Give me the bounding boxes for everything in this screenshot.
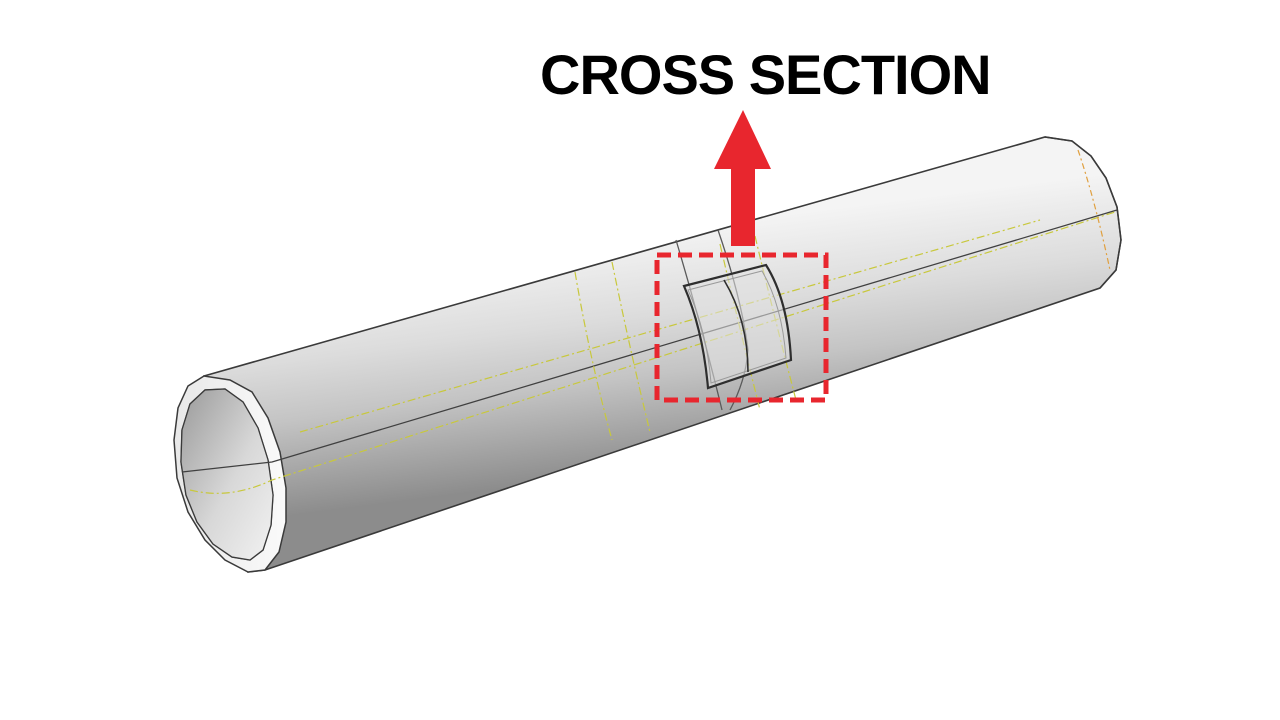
- pipe-body: [204, 137, 1121, 572]
- cross-section-label: CROSS SECTION: [540, 43, 991, 106]
- arrow-head: [714, 110, 771, 169]
- arrow-shaft: [731, 166, 755, 246]
